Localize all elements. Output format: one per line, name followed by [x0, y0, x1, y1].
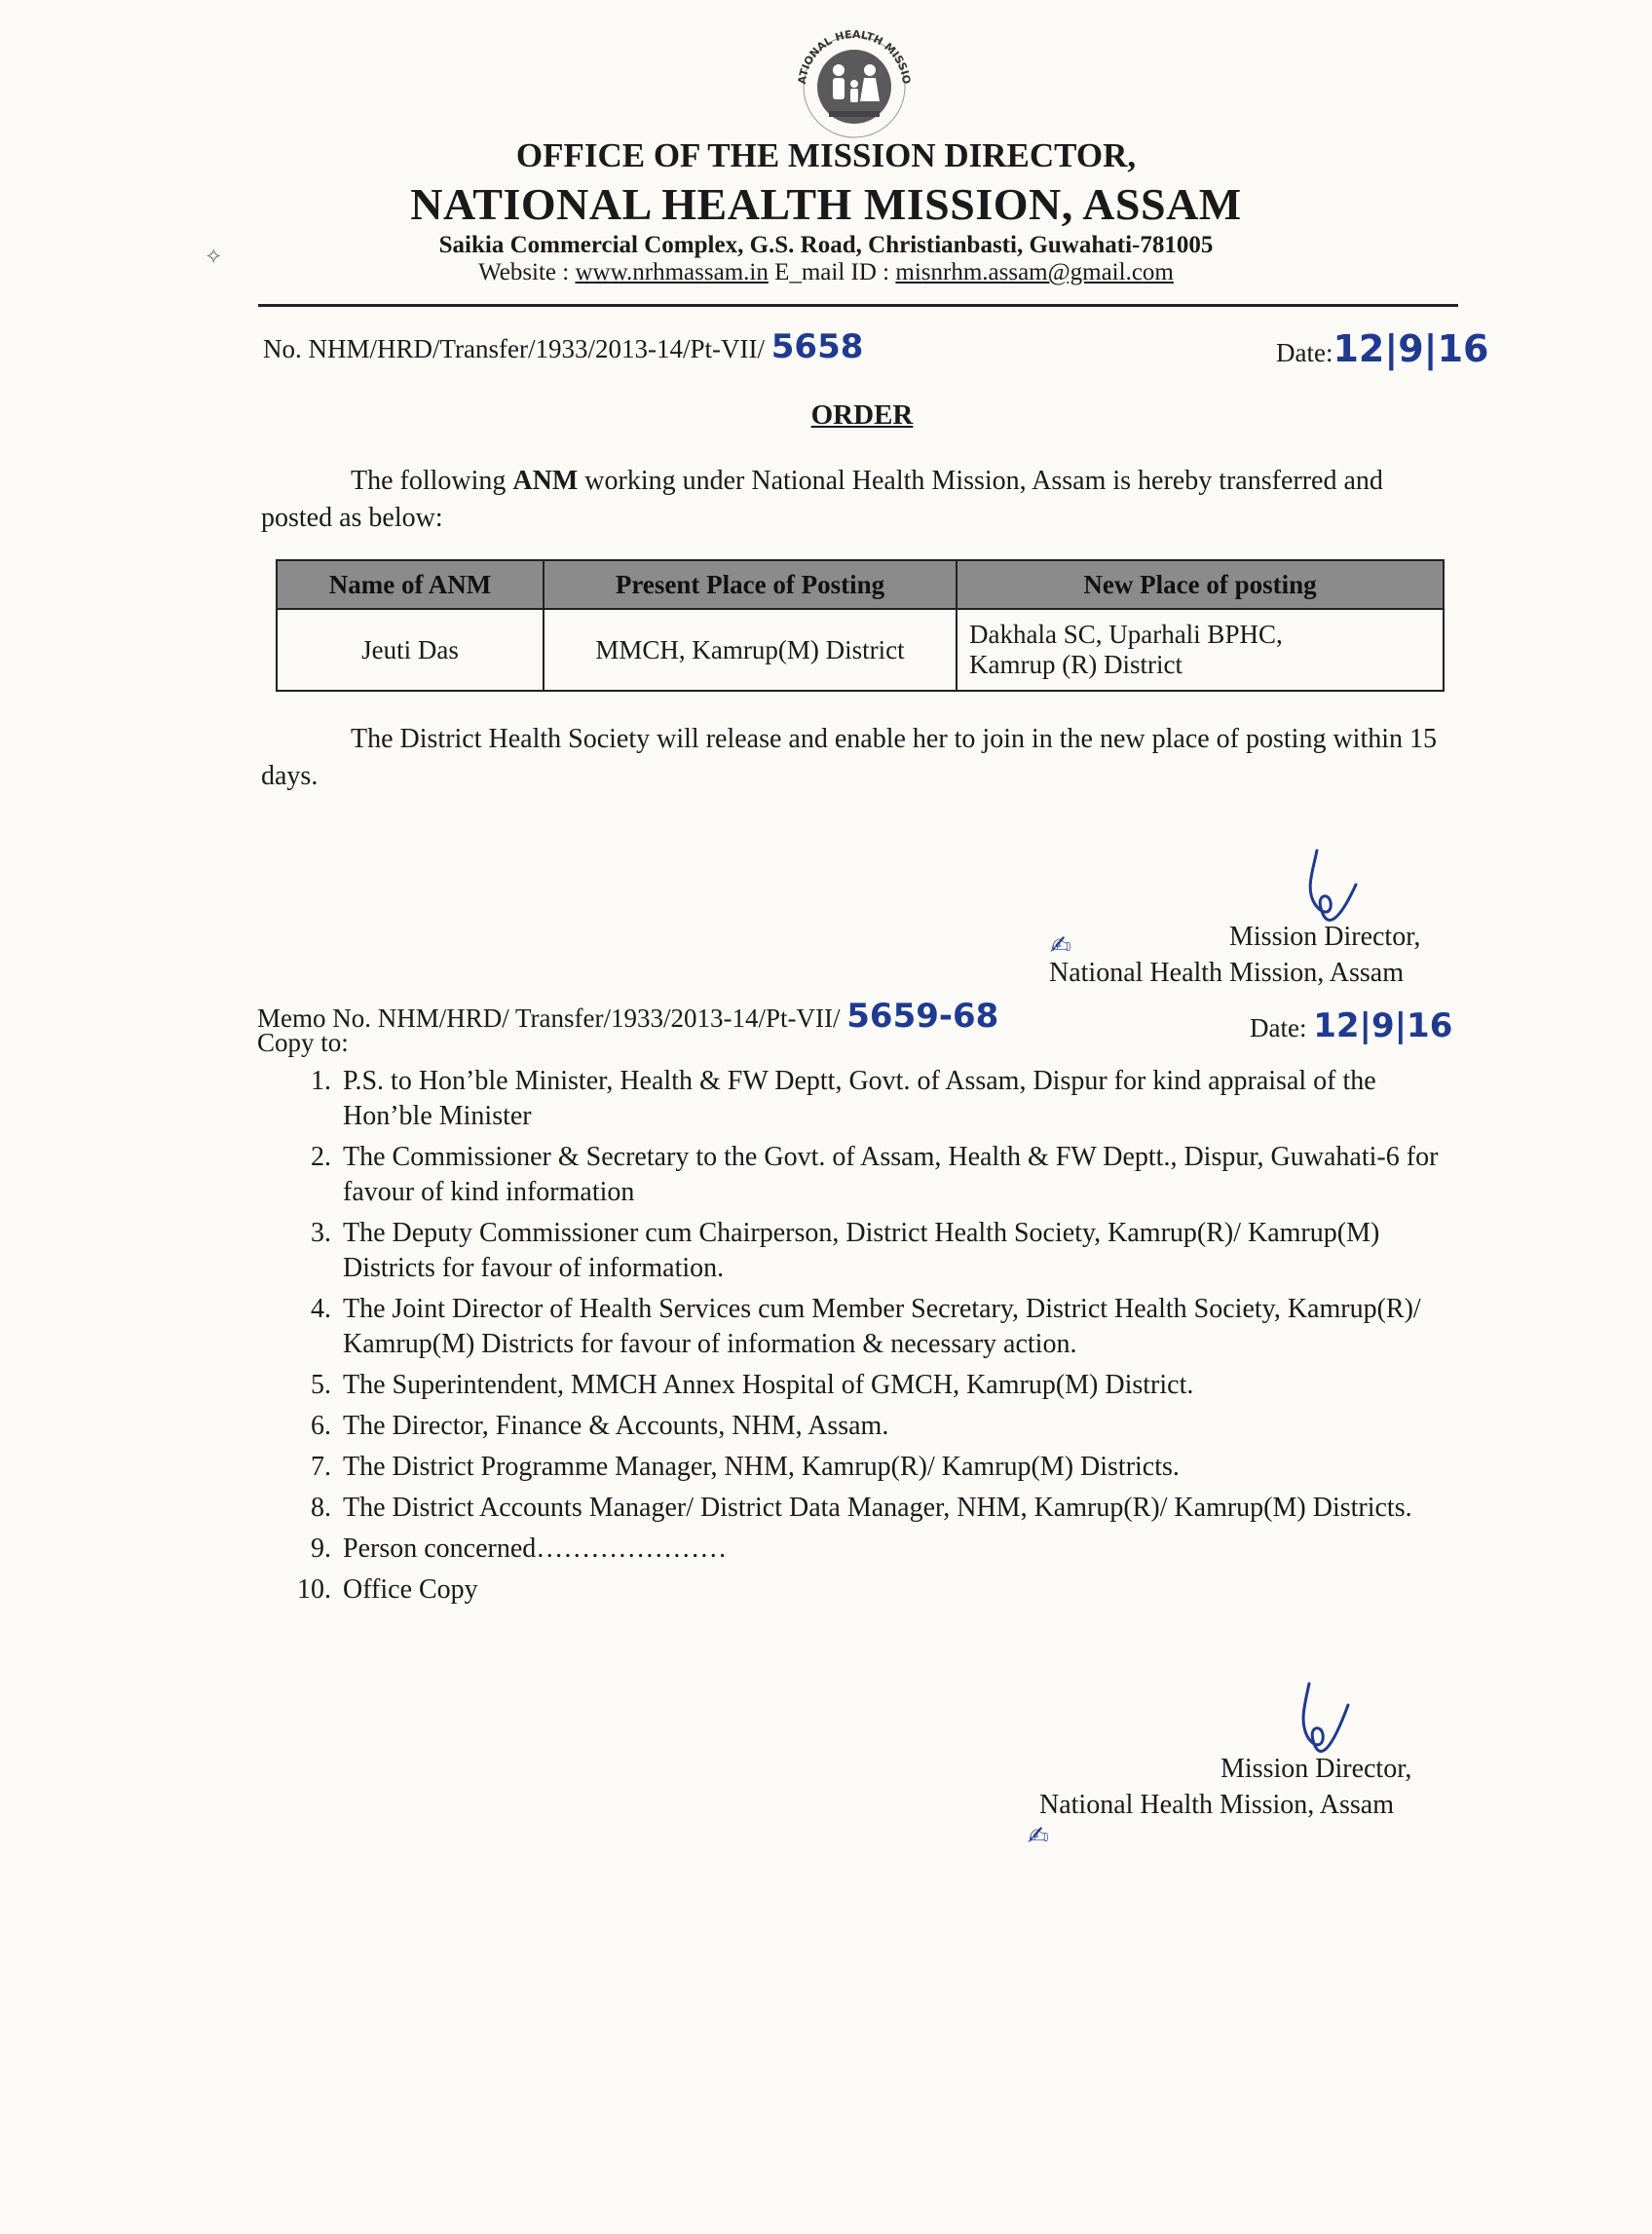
reference-prefix: No. NHM/HRD/Transfer/1933/2013-14/Pt-VII/	[263, 334, 771, 363]
nhm-logo	[776, 14, 932, 140]
release-paragraph	[261, 721, 1459, 795]
intro-text-bold: ANM	[512, 466, 579, 496]
posting-table	[276, 559, 1445, 692]
email-link[interactable]: misnrhm.assam@gmail.com	[895, 259, 1174, 285]
list-item: 9. Person concerned…………………	[311, 1534, 728, 1564]
margin-mark: ⟡	[206, 244, 221, 268]
date-handwritten: 12|9|16	[1333, 327, 1489, 370]
signatory-title-1: Mission Director,	[1229, 922, 1421, 952]
initial-mark-1: ✍	[1050, 931, 1071, 961]
table-header-row	[277, 560, 1444, 609]
table-row	[277, 609, 1444, 691]
cell-anm-name: Jeuti Das	[277, 609, 544, 691]
list-item: 1. P.S. to Hon’ble Minister, Health & FW Deptt, Govt. of Assam, Dispur for kind appraisal of the Hon’ble Minister	[311, 1066, 1376, 1131]
office-title: OFFICE OF THE MISSION DIRECTOR,	[515, 136, 1137, 174]
memo-handwritten-number: 5659-68	[846, 997, 999, 1036]
logo-ring-text: ATIONAL HEALTH MISSIO	[795, 27, 914, 86]
website-label: Website :	[478, 259, 576, 285]
office-address: Saikia Commercial Complex, G.S. Road, Christianbasti, Guwahati-781005	[438, 232, 1214, 258]
copy-to-label: Copy to:	[257, 1028, 349, 1057]
mission-title: NATIONAL HEALTH MISSION, ASSAM	[410, 179, 1242, 229]
signatory-org-1: National Health Mission, Assam	[1049, 958, 1404, 988]
initial-mark-2: ✍	[1028, 1822, 1049, 1851]
reference-handwritten-number: 5658	[770, 327, 864, 366]
col-header-name: Name of ANM	[277, 560, 544, 609]
memo-number	[257, 997, 998, 1036]
list-item: 10. Office Copy	[297, 1574, 478, 1605]
cell-new-posting	[957, 609, 1444, 691]
list-item: 3. The Deputy Commissioner cum Chairperson, District Health Society, Kamrup(R)/ Kamrup(M) Districts for favour of information.	[311, 1218, 1380, 1283]
website-link[interactable]: www.nrhmassam.in	[575, 259, 769, 285]
list-item: 5. The Superintendent, MMCH Annex Hospital of GMCH, Kamrup(M) District.	[311, 1370, 1194, 1400]
reference-number	[263, 327, 863, 366]
date-label: Date:	[1276, 338, 1333, 367]
reference-date	[1276, 327, 1488, 370]
new-posting-line-1: Dakhala SC, Uparhali BPHC,	[969, 620, 1283, 649]
copy-distribution-list	[292, 1064, 1461, 1613]
memo-date-label: Date:	[1250, 1013, 1314, 1042]
memo-prefix: Memo No. NHM/HRD/ Transfer/1933/2013-14/Pt-VII/	[257, 1003, 847, 1033]
contact-line	[0, 259, 1652, 286]
signatory-org-2: National Health Mission, Assam	[1039, 1790, 1394, 1820]
list-item: 4. The Joint Director of Health Services cum Member Secretary, District Health Society, Kamrup(R)/ Kamrup(M) Districts for favour of information & necessary action.	[311, 1294, 1421, 1359]
cell-present-posting: MMCH, Kamrup(M) District	[544, 609, 957, 691]
list-item: 6. The Director, Finance & Accounts, NHM, Assam.	[311, 1411, 889, 1441]
col-header-new: New Place of posting	[957, 560, 1444, 609]
email-label: E_mail ID :	[768, 259, 896, 285]
header-divider	[258, 304, 1458, 307]
order-intro-paragraph	[261, 463, 1459, 537]
intro-text-before: The following	[351, 466, 513, 496]
order-heading: ORDER	[810, 399, 914, 431]
new-posting-line-2: Kamrup (R) District	[969, 650, 1183, 679]
list-item: 7. The District Programme Manager, NHM, Kamrup(R)/ Kamrup(M) Districts.	[311, 1452, 1180, 1482]
memo-date	[1250, 1006, 1452, 1045]
release-text: The District Health Society will release and enable her to join in the new place of posting within 15 days.	[261, 724, 1438, 791]
signatory-title-2: Mission Director,	[1220, 1754, 1412, 1784]
list-item: 8. The District Accounts Manager/ District Data Manager, NHM, Kamrup(R)/ Kamrup(M) Districts.	[311, 1493, 1412, 1523]
col-header-present: Present Place of Posting	[544, 560, 957, 609]
intro-text-after: working under National Health Mission, Assam is hereby transferred and posted as below:	[261, 466, 1383, 533]
memo-date-handwritten: 12|9|16	[1313, 1006, 1453, 1045]
list-item: 2. The Commissioner & Secretary to the Govt. of Assam, Health & FW Deptt., Dispur, Guwahati-6 for favour of kind information	[311, 1142, 1439, 1207]
